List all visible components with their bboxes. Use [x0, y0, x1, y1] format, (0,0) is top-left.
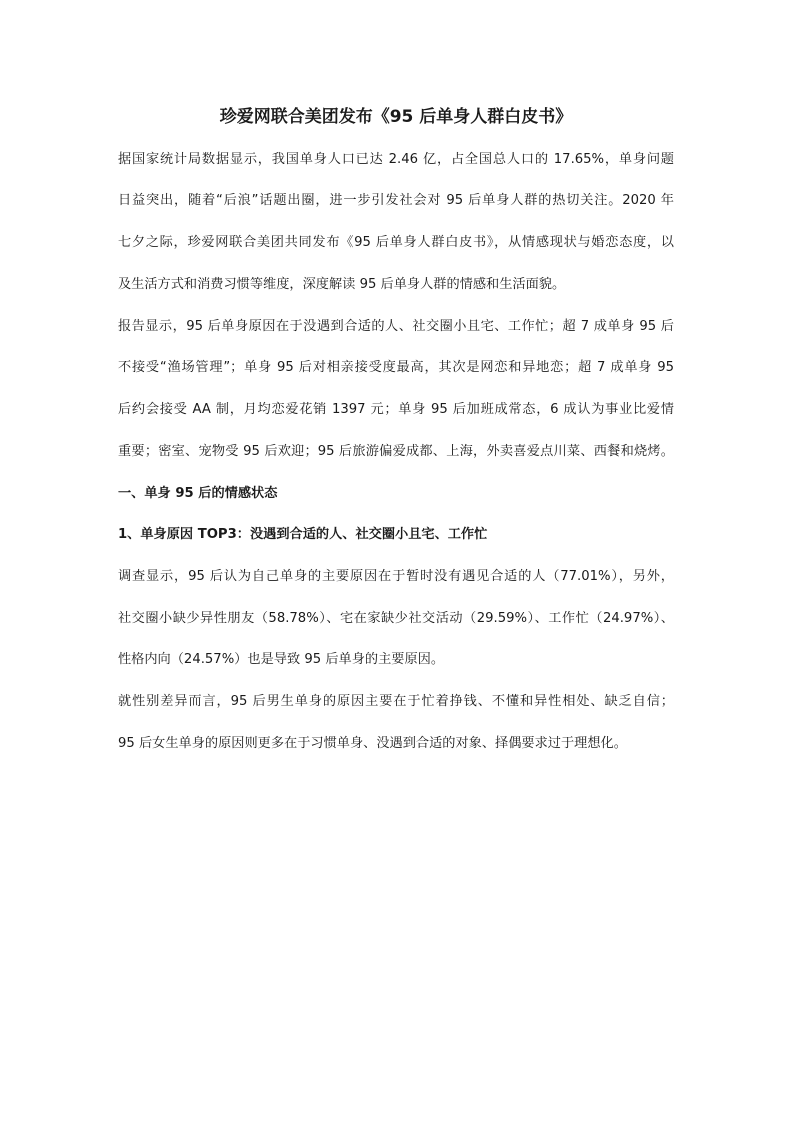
survey-line-3: 性格内向（24.57%）也是导致 95 后单身的主要原因。: [118, 652, 445, 667]
intro-line-2: 日益突出，随着“后浪”话题出圈，进一步引发社会对 95 后单身人群的热切关注。2020 年: [118, 193, 674, 208]
intro-line-4: 及生活方式和消费习惯等维度，深度解读 95 后单身人群的情感和生活面貌。: [118, 277, 566, 292]
gender-line-1: 就性别差异而言，95 后男生单身的原因主要在于忙着挣钱、不懂和异性相处、缺乏自信；: [118, 694, 674, 709]
report-line-1: 报告显示，95 后单身原因在于没遇到合适的人、社交圈小且宅、工作忙；超 7 成单身 95 后: [118, 319, 674, 334]
intro-line-3: 七夕之际，珍爱网联合美团共同发布《95 后单身人群白皮书》，从情感现状与婚恋态度，以: [118, 235, 674, 250]
survey-line-2: 社交圈小缺少异性朋友（58.78%）、宅在家缺少社交活动（29.59%）、工作忙（24.97%）、: [118, 611, 674, 626]
report-line-3: 后约会接受 AA 制，月均恋爱花销 1397 元；单身 95 后加班成常态，6 成认为事业比爱情: [118, 402, 674, 417]
gender-line-2: 95 后女生单身的原因则更多在于习惯单身、没遇到合适的对象、择偶要求过于理想化。: [118, 736, 627, 751]
survey-line-1: 调查显示，95 后认为自己单身的主要原因在于暂时没有遇见合适的人（77.01%），另外，: [118, 569, 674, 584]
section-heading: 一、单身 95 后的情感状态: [118, 486, 278, 501]
report-line-2: 不接受“渔场管理”；单身 95 后对相亲接受度最高，其次是网恋和异地恋；超 7 成单身 95: [118, 360, 674, 375]
intro-line-1: 据国家统计局数据显示，我国单身人口已达 2.46 亿，占全国总人口的 17.65%，单身问题: [118, 152, 674, 167]
report-line-4: 重要；密室、宠物受 95 后欢迎；95 后旅游偏爱成都、上海，外卖喜爱点川菜、西餐和烧烤。: [118, 444, 674, 459]
document-title: 珍爱网联合美团发布《95 后单身人群白皮书》: [219, 107, 573, 127]
subsection-heading: 1、单身原因 TOP3：没遇到合适的人、社交圈小且宅、工作忙: [118, 527, 488, 542]
